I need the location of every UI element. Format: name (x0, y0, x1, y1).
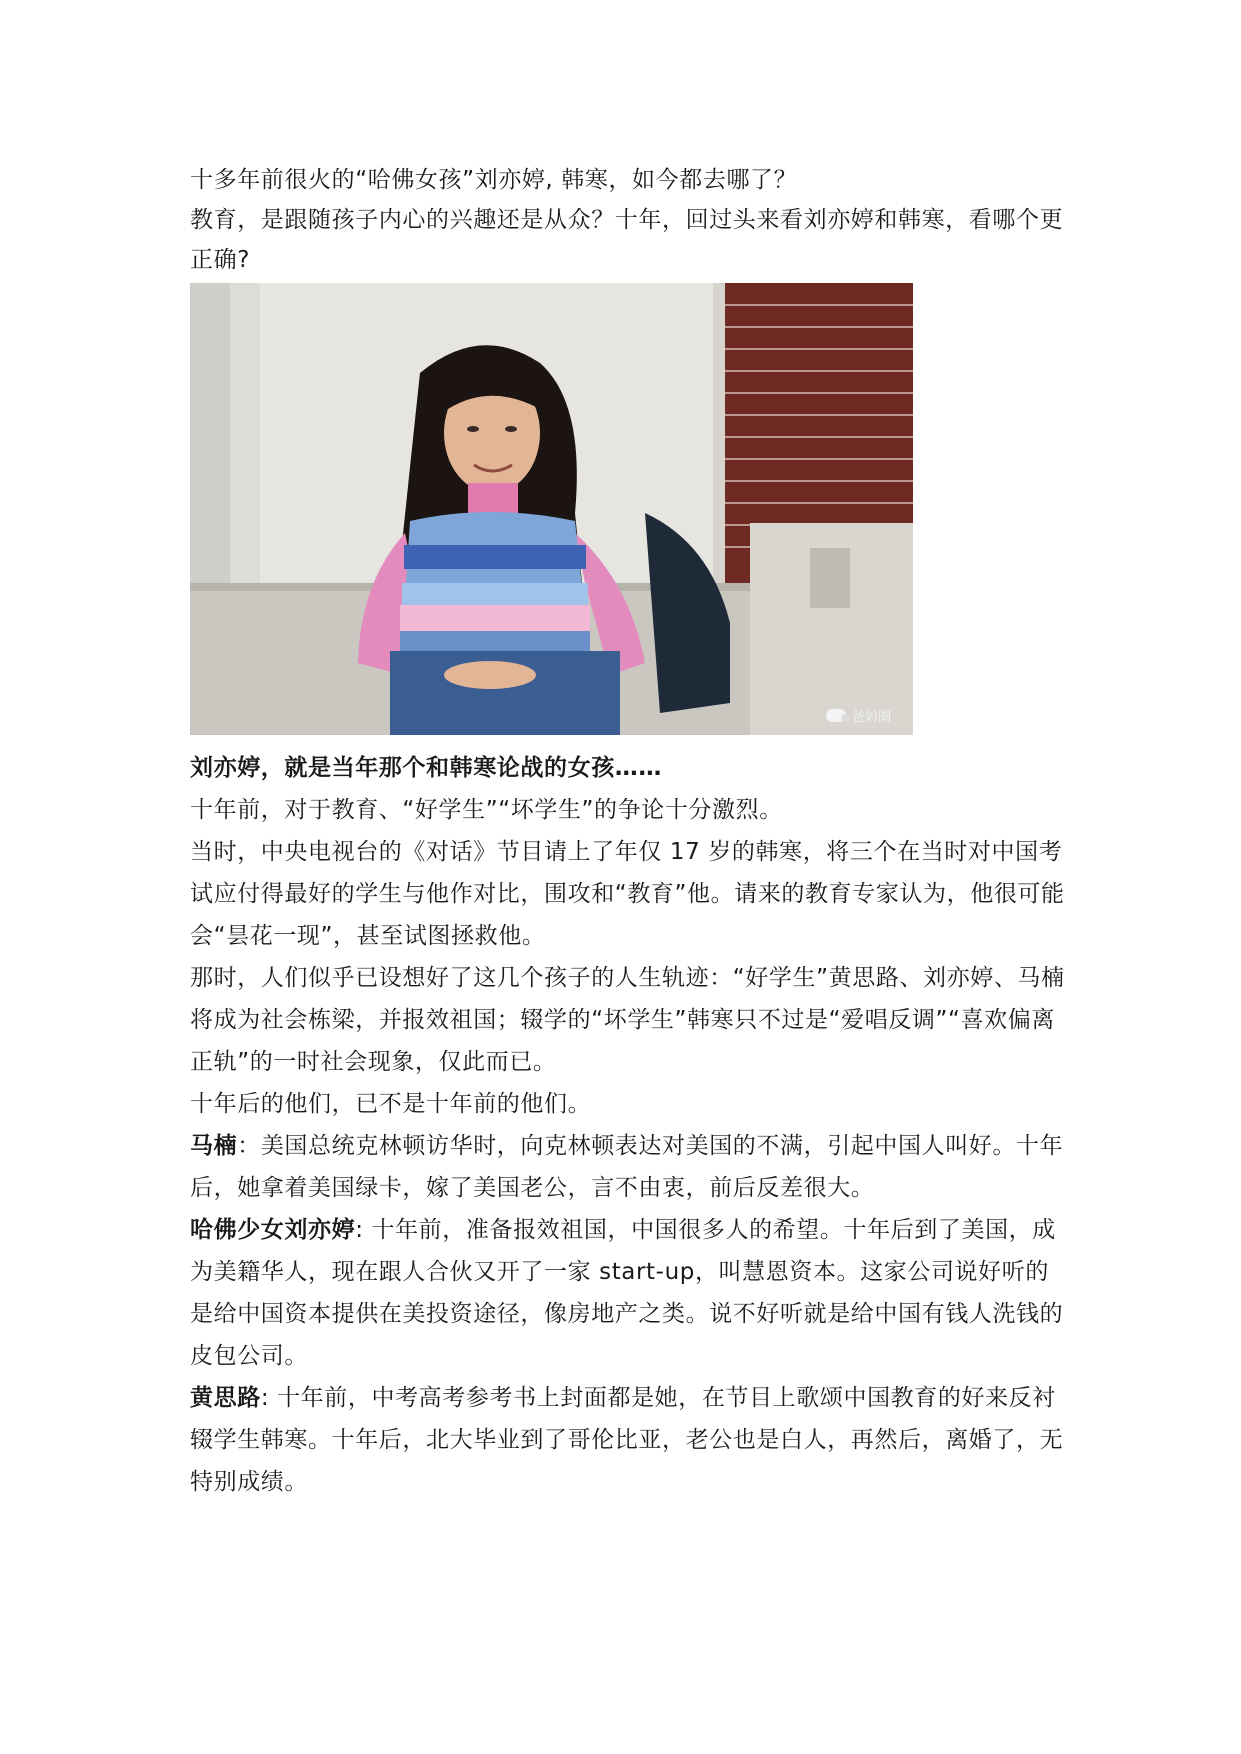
article-photo (190, 283, 913, 735)
intro-title-line: 十多年前很火的“哈佛女孩”刘亦婷, 韩寒，如今都去哪了？ (190, 167, 798, 193)
wechat-icon (826, 709, 846, 722)
profile-separator: : (260, 1385, 278, 1411)
profile-text: 十年前，中考高考参考书上封面都是她，在节目上歌颂中国教育的好来反衬辍学生韩寒。十年后，北大毕业到了哥伦比亚，老公也是白人，再然后，离婚了，无特别成绩。 (190, 1385, 1064, 1495)
profile-liu-yiting (190, 1209, 1070, 1377)
profile-separator: : (355, 1217, 372, 1243)
section-heading: 刘亦婷，就是当年那个和韩寒论战的女孩…… (190, 755, 662, 781)
paragraph-2: 当时，中央电视台的《对话》节目请上了年仅 17 岁的韩寒，将三个在当时对中国考试应付得最好的学生与他作对比，围攻和“教育”他。请来的教育专家认为，他很可能会“昙花一现”，甚至试图拯救他。 (190, 839, 1065, 949)
profile-ma-nan (190, 1125, 1070, 1209)
intro-question: 教育，是跟随孩子内心的兴趣还是从众？十年，回过头来看刘亦婷和韩寒，看哪个更正确? (190, 207, 1064, 273)
photo-illustration (190, 283, 913, 735)
watermark-text: 爸妈圈 (851, 710, 891, 725)
paragraph-3: 那时，人们似乎已设想好了这几个孩子的人生轨迹：“好学生”黄思路、刘亦婷、马楠将成为社会栋梁，并报效祖国；辍学的“坏学生”韩寒只不过是“爱唱反调”“喜欢偏离正轨”的一时社会现象，仅此而已。 (190, 965, 1065, 1075)
profile-huang-silu (190, 1377, 1070, 1503)
profile-name: 马楠 (190, 1133, 238, 1159)
profile-name: 哈佛少女刘亦婷 (190, 1217, 356, 1243)
profile-name: 黄思路 (190, 1385, 261, 1411)
profile-separator: ： (237, 1133, 261, 1159)
article-body (190, 160, 1070, 1503)
photo-watermark (826, 706, 891, 725)
profile-text: 美国总统克林顿访华时，向克林顿表达对美国的不满，引起中国人叫好。十年后，她拿着美国绿卡，嫁了美国老公，言不由衷，前后反差很大。 (190, 1133, 1064, 1201)
profile-text: 十年前，准备报效祖国，中国很多人的希望。十年后到了美国，成为美籍华人，现在跟人合伙又开了一家 start-up，叫慧恩资本。这家公司说好听的是给中国资本提供在美投资途径，像房地产之类。说不好听就是给中国有钱人洗钱的皮包公司。 (190, 1217, 1064, 1369)
paragraph-4: 十年后的他们，已不是十年前的他们。 (190, 1091, 592, 1117)
paragraph-1: 十年前，对于教育、“好学生”“坏学生”的争论十分激烈。 (190, 797, 783, 823)
